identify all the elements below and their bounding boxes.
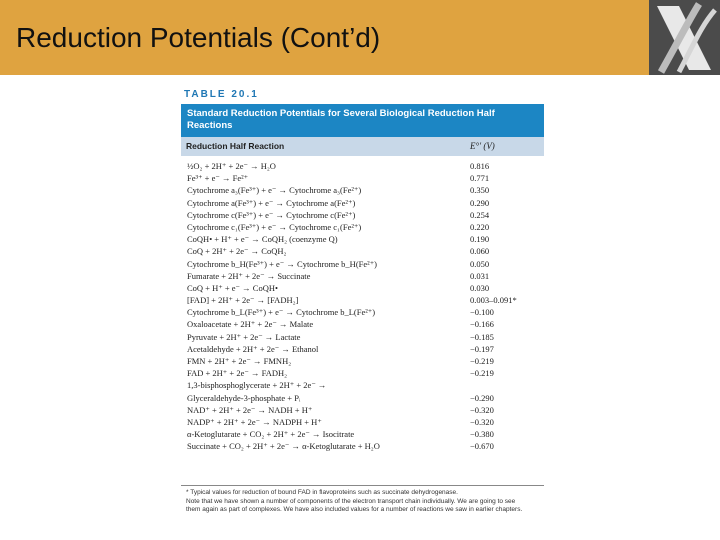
table-row [181,392,544,404]
potential-cell: 0.771 [470,173,490,184]
table-row [181,404,544,416]
reaction-cell: FAD + 2H⁺ + 2e⁻ → FADH₂ [187,368,288,379]
potential-cell: −0.320 [470,416,494,427]
table-body [181,160,544,453]
reaction-cell: [FAD] + 2H⁺ + 2e⁻ → [FADH₂] [187,295,299,306]
reaction-cell: Fumarate + 2H⁺ + 2e⁻ → Succinate [187,270,311,281]
table-row [181,258,544,270]
potential-cell: 0.220 [470,221,490,232]
table-note-line: Note that we have shown a number of components of the electron transport chain individually. We are going to see [186,497,516,505]
reaction-cell: Glyceraldehyde-3-phosphate + Pᵢ [187,392,301,403]
reaction-cell: Fe³⁺ + e⁻ → Fe²⁺ [187,173,249,184]
table-row [181,306,544,318]
potential-cell: −0.219 [470,368,494,379]
table-row [181,282,544,294]
column-header-potential: E°′ (V) [470,141,495,151]
table-row [181,184,544,196]
reaction-cell: Cytochrome c₁(Fe³⁺) + e⁻ → Cytochrome c₁(Fe²⁺) [187,221,362,232]
table-notes [186,489,546,515]
potential-cell: −0.380 [470,429,494,440]
reaction-cell: Cytochrome b_L(Fe³⁺) + e⁻ → Cytochrome b_L(Fe²⁺) [187,307,376,318]
table-row [181,209,544,221]
potential-cell: 0.031 [470,270,490,281]
potential-cell: −0.185 [470,331,494,342]
potential-cell: −0.100 [470,307,494,318]
potential-cell: 0.190 [470,234,490,245]
table-row [181,428,544,440]
reaction-cell: Cytochrome c(Fe³⁺) + e⁻ → Cytochrome c(Fe²⁺) [187,209,356,220]
reaction-cell: Cytochrome a(Fe³⁺) + e⁻ → Cytochrome a(Fe²⁺) [187,197,356,208]
table-row [181,367,544,379]
potential-cell: 0.003–0.091* [470,295,517,306]
table-caption: Standard Reduction Potentials for Several Biological Reduction Half Reactions [187,108,495,131]
table-number-label: TABLE 20.1 [184,89,259,100]
table-row [181,294,544,306]
table-row [181,355,544,367]
table-footnote: * Typical values for reduction of bound FAD in flavoproteins such as succinate dehydrogenase. [186,489,458,496]
table-row [181,318,544,330]
potential-cell: −0.320 [470,404,494,415]
potential-cell: 0.050 [470,258,490,269]
reaction-cell: CoQ + 2H⁺ + 2e⁻ → CoQH₂ [187,246,287,257]
reaction-cell: Cytochrome a₃(Fe³⁺) + e⁻ → Cytochrome a₃(Fe²⁺) [187,185,362,196]
reaction-cell: Cytochrome b_H(Fe³⁺) + e⁻ → Cytochrome b_H(Fe²⁺) [187,258,378,269]
table-row [181,233,544,245]
potential-cell: −0.197 [470,343,494,354]
reaction-cell: NADP⁺ + 2H⁺ + 2e⁻ → NADPH + H⁺ [187,416,322,427]
table-row [181,379,544,391]
reaction-cell: α-Ketoglutarate + CO₂ + 2H⁺ + 2e⁻ → Isocitrate [187,429,355,440]
reaction-cell: ½O₂ + 2H⁺ + 2e⁻ → H₂O [187,161,276,171]
potential-cell: 0.350 [470,185,490,196]
table-bottom-rule [181,485,544,486]
column-header-reaction: Reduction Half Reaction [186,141,285,151]
table-column-header [181,137,544,156]
table-row [181,172,544,184]
potential-cell: −0.290 [470,392,494,403]
potential-cell: −0.670 [470,441,494,452]
potential-cell: 0.290 [470,197,490,208]
crossed-strands-logo-icon [649,0,720,75]
potential-cell: 0.254 [470,209,490,220]
reaction-cell: Oxaloacetate + 2H⁺ + 2e⁻ → Malate [187,319,314,330]
reaction-cell: FMN + 2H⁺ + 2e⁻ → FMNH₂ [187,356,292,366]
table-row [181,197,544,209]
table-row [181,245,544,257]
table-row [181,331,544,343]
table-row [181,416,544,428]
potential-cell: 0.030 [470,282,490,293]
reaction-cell: CoQ + H⁺ + e⁻ → CoQH• [187,282,278,293]
table-row [181,343,544,355]
header-bar [0,0,720,75]
reaction-cell: Acetaldehyde + 2H⁺ + 2e⁻ → Ethanol [187,343,319,354]
table-row [181,270,544,282]
potential-cell: 0.816 [470,161,490,171]
potential-cell: −0.166 [470,319,494,330]
reaction-cell: Succinate + CO₂ + 2H⁺ + 2e⁻ → α-Ketoglutarate + H₂O [187,441,380,452]
reaction-cell: 1,3-bisphosphoglycerate + 2H⁺ + 2e⁻ → [187,380,327,391]
potential-cell: −0.219 [470,356,494,366]
table-row [181,221,544,233]
slide-title: Reduction Potentials (Cont’d) [16,22,381,53]
reaction-cell: NAD⁺ + 2H⁺ + 2e⁻ → NADH + H⁺ [187,404,313,415]
table-row [181,440,544,452]
potential-cell: 0.060 [470,246,490,257]
table-caption-box [181,104,544,137]
reaction-cell: CoQH• + H⁺ + e⁻ → CoQH₂ (coenzyme Q) [187,234,338,245]
reaction-cell: Pyruvate + 2H⁺ + 2e⁻ → Lactate [187,331,301,342]
table-row [181,160,544,172]
table-note-line: them again as part of complexes. We have also included values for a number of reactions we saw in earlier chapters. [186,506,523,514]
